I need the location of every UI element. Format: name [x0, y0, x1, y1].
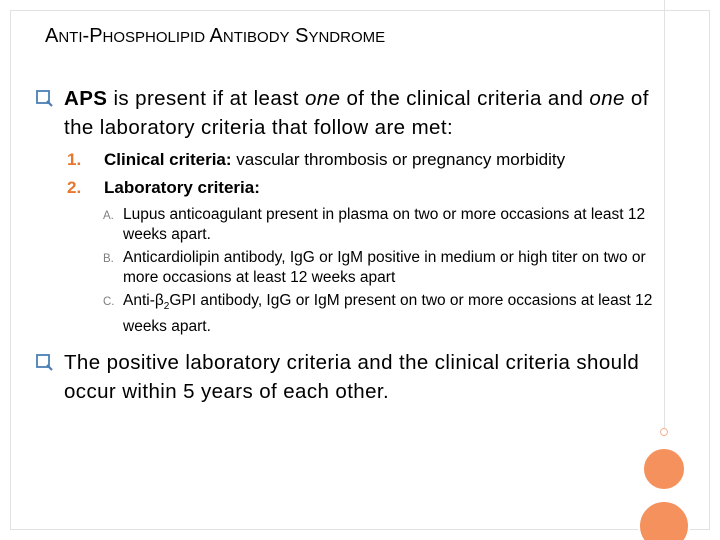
- list-item: [103, 205, 673, 245]
- title-text: NTI: [58, 29, 83, 46]
- list-marker: 1.: [67, 150, 82, 169]
- emphasis-one: one: [304, 87, 341, 110]
- list-item: [67, 174, 687, 202]
- list-marker: A.: [103, 210, 114, 222]
- slide-title: [45, 25, 385, 48]
- title-letter: P: [89, 25, 103, 47]
- checkbox-q-icon: [36, 90, 53, 107]
- title-text: YNDROME: [308, 29, 386, 46]
- antibody-prefix: Anti-β: [123, 292, 164, 309]
- bullet-timing-rule: [36, 348, 676, 406]
- criteria-label: Laboratory criteria:: [104, 178, 260, 197]
- bullet-segment: of the laboratory criteria that follow are met:: [64, 87, 649, 139]
- criteria-text: vascular thrombosis or pregnancy morbidity: [231, 150, 566, 169]
- list-item-text: [123, 291, 673, 337]
- title-text: HOSPHOLIPID: [102, 29, 206, 46]
- list-item-text: Anticardiolipin antibody, IgG or IgM positive in medium or high titer on two or more occasions at least 12 weeks apart: [123, 249, 646, 286]
- list-item: [103, 248, 673, 288]
- bullet-segment: is present if at least: [107, 87, 305, 110]
- list-item: [103, 291, 673, 337]
- bullet-text: The positive laboratory criteria and the clinical criteria should occur within 5 years of each other.: [64, 351, 640, 403]
- list-item-text: Lupus anticoagulant present in plasma on two or more occasions at least 12 weeks apart.: [123, 206, 646, 243]
- list-marker: B.: [103, 253, 114, 265]
- title-text: NTIBODY: [222, 29, 290, 46]
- list-marker: C.: [103, 296, 115, 308]
- antibody-rest: GPI antibody, IgG or IgM present on two or more occasions at least 12 weeks apart.: [123, 292, 653, 336]
- laboratory-criteria-list: [103, 205, 673, 340]
- bullet-text: [64, 84, 676, 142]
- criteria-label: Clinical criteria:: [104, 150, 232, 169]
- list-marker: 2.: [67, 178, 82, 197]
- title-letter: A: [45, 25, 59, 47]
- title-letter: A: [209, 25, 223, 47]
- subscript: 2: [163, 301, 170, 313]
- checkbox-q-icon: [36, 354, 53, 371]
- emphasis-one: one: [589, 87, 625, 110]
- title-dash: -: [82, 25, 90, 47]
- list-item: [67, 146, 687, 174]
- title-letter: S: [295, 25, 309, 47]
- bullet-aps-definition: [36, 84, 676, 142]
- criteria-numbered-list: [67, 146, 687, 202]
- bullet-segment: of the clinical criteria and: [340, 87, 590, 110]
- aps-lead: APS: [64, 87, 108, 110]
